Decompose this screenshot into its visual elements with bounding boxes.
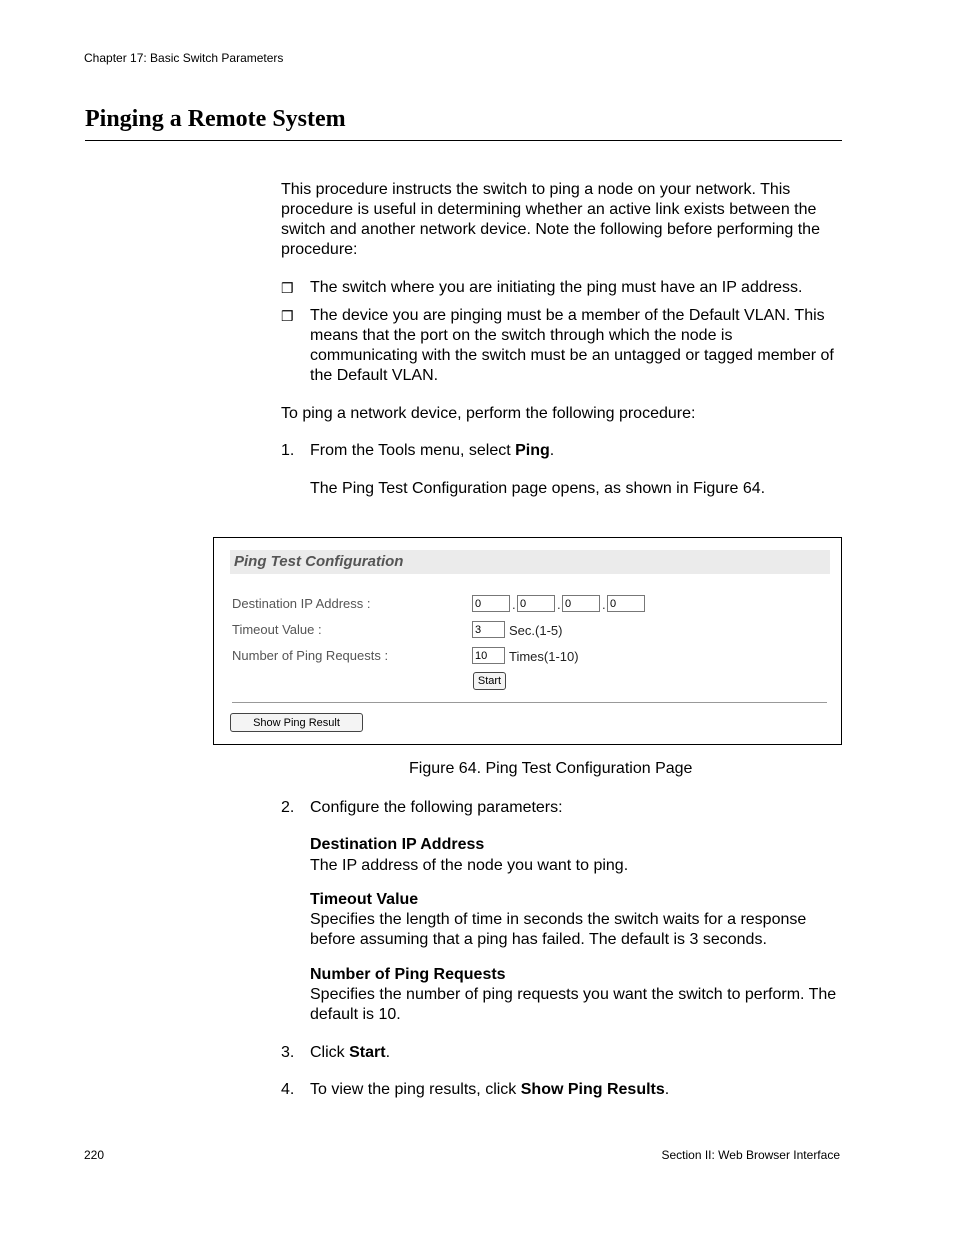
bullet-icon: ❒: [281, 280, 294, 296]
step-1-note: The Ping Test Configuration page opens, as shown in Figure 64.: [310, 480, 766, 497]
procedure-intro: To ping a network device, perform the following procedure:: [281, 405, 696, 422]
section-title: Pinging a Remote System: [85, 106, 346, 132]
figure-caption: Figure 64. Ping Test Configuration Page: [409, 760, 693, 777]
param-desc: Specifies the number of ping requests you want the switch to perform. The default is 10.: [310, 986, 837, 1023]
figure-divider: [232, 702, 827, 703]
config-title: Ping Test Configuration: [234, 553, 404, 570]
bullet-item: The switch where you are initiating the ping must have an IP address.: [310, 279, 803, 296]
start-button[interactable]: Start: [473, 672, 506, 690]
title-rule: [85, 140, 842, 141]
step-4-text: To view the ping results, click Show Ping Results.: [310, 1081, 670, 1098]
param-name: Number of Ping Requests: [310, 966, 506, 983]
dest-ip-octet-1[interactable]: [472, 595, 510, 612]
ip-separator: .: [557, 597, 561, 612]
step-3-text: Click Start.: [310, 1044, 391, 1061]
param-name: Timeout Value: [310, 891, 419, 908]
param-name: Destination IP Address: [310, 836, 485, 853]
param-desc: Specifies the length of time in seconds the switch waits for a response before assuming that a ping has failed. The default is 3 seconds.: [310, 911, 807, 948]
ping-requests-label: Number of Ping Requests :: [232, 648, 389, 663]
dest-ip-octet-2[interactable]: [517, 595, 555, 612]
timeout-input[interactable]: [472, 621, 505, 638]
ip-separator: .: [512, 597, 516, 612]
param-desc: The IP address of the node you want to ping.: [310, 857, 629, 874]
step-number: 1.: [281, 442, 295, 459]
intro-paragraph: This procedure instructs the switch to ping a node on your network. This procedure is useful in determining whether an active link exists between the switch and another network device. Note the following before performing the procedure:: [281, 181, 820, 258]
step-number: 3.: [281, 1044, 295, 1061]
step-number: 2.: [281, 799, 295, 816]
dest-ip-octet-3[interactable]: [562, 595, 600, 612]
dest-ip-octet-4[interactable]: [607, 595, 645, 612]
timeout-unit: Sec.(1-5): [509, 623, 563, 638]
bullet-item: The device you are pinging must be a member of the Default VLAN. This means that the port on the switch through which the node is communicating with the switch must be an untagged or tagged member of the Default VLAN.: [310, 307, 834, 384]
ping-requests-input[interactable]: [472, 647, 505, 664]
ping-test-figure: [213, 537, 842, 745]
show-ping-result-button[interactable]: Show Ping Result: [230, 713, 363, 732]
timeout-label: Timeout Value :: [232, 622, 322, 637]
bullet-icon: ❒: [281, 308, 294, 324]
config-title-bar: [230, 550, 830, 574]
ping-requests-unit: Times(1-10): [509, 649, 579, 664]
dest-ip-label: Destination IP Address :: [232, 596, 371, 611]
footer-section: Section II: Web Browser Interface: [661, 1148, 840, 1162]
step-number: 4.: [281, 1081, 295, 1098]
step-2-text: Configure the following parameters:: [310, 799, 563, 816]
page-number: 220: [84, 1148, 105, 1162]
ip-separator: .: [602, 597, 606, 612]
chapter-header: Chapter 17: Basic Switch Parameters: [84, 51, 284, 65]
step-1-text: From the Tools menu, select Ping.: [310, 442, 555, 459]
